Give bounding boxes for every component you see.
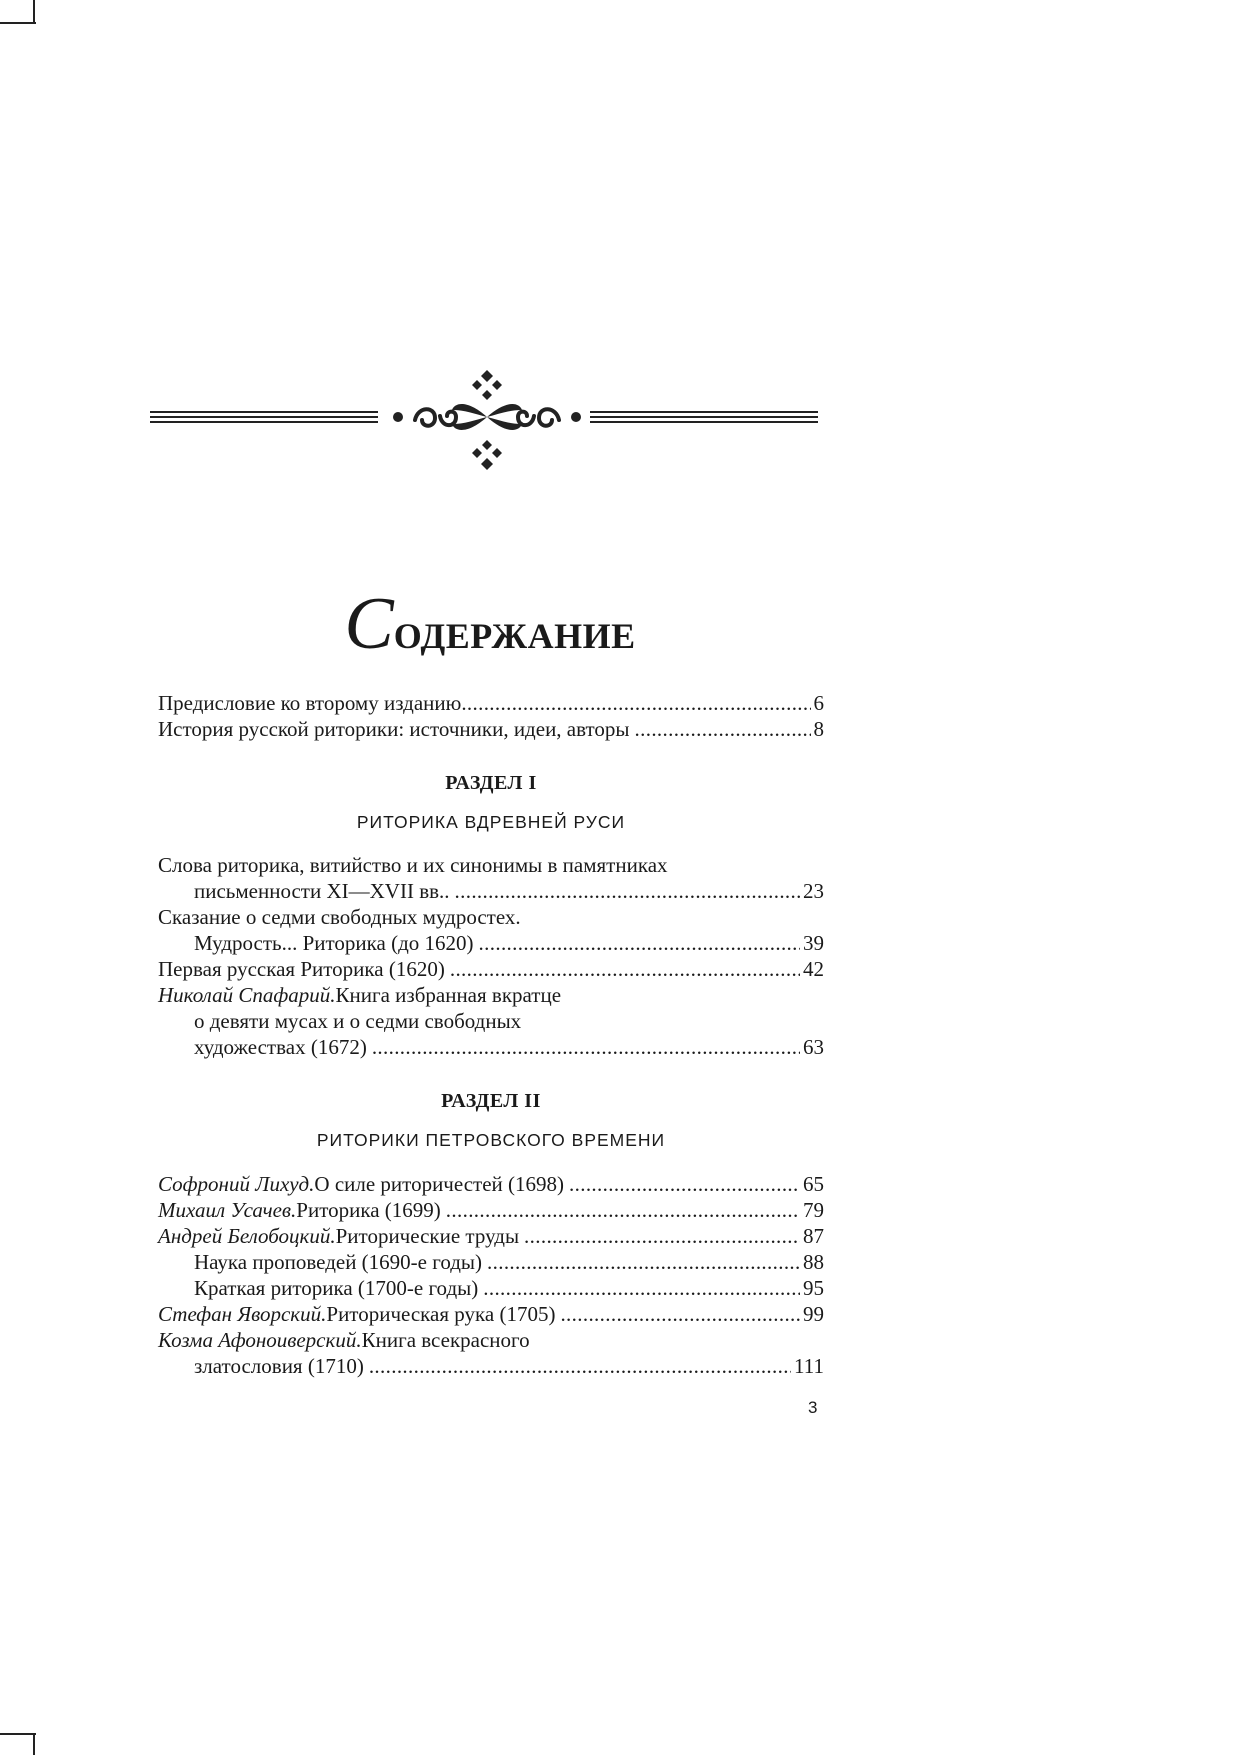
entry-page: 87 <box>803 1224 824 1248</box>
floral-ornament <box>150 370 830 470</box>
crop-mark-top-vertical <box>33 0 35 22</box>
toc-entry <box>158 716 824 742</box>
section-heading: РАЗДЕЛ I <box>445 772 537 794</box>
title-initial: С <box>344 583 394 665</box>
section-heading: РАЗДЕЛ II <box>441 1090 541 1112</box>
entry-title: Книга избранная вкратце <box>335 983 562 1007</box>
toc-entry <box>158 930 824 956</box>
entry-page: 39 <box>803 931 824 955</box>
toc-intro <box>158 690 824 742</box>
toc-entry <box>158 690 824 716</box>
entry-title: О силе риторичестей (1698) <box>314 1172 565 1196</box>
entry-page: 65 <box>803 1172 824 1196</box>
page-title <box>0 582 980 667</box>
entry-title: письменности XI—XVII вв.. <box>194 879 450 903</box>
entry-author: Андрей Белобоцкий. <box>158 1224 336 1248</box>
entry-title: художествах (1672) <box>194 1035 367 1059</box>
toc-entry <box>158 1223 824 1249</box>
entry-page: 99 <box>803 1302 824 1326</box>
entry-page: 8 <box>813 717 824 741</box>
toc-entry <box>158 1275 824 1301</box>
entry-title: Наука проповедей (1690-е годы) <box>194 1250 483 1274</box>
section-subheading: РИТОРИКИ ПЕТРОВСКОГО ВРЕМЕНИ <box>316 1130 666 1150</box>
entry-author: Михаил Усачев. <box>158 1198 297 1222</box>
entry-author: Козма Афоноиверский. <box>158 1328 362 1352</box>
crop-mark-bottom-horizontal <box>0 1733 36 1735</box>
entry-title: златословия (1710) <box>194 1354 364 1378</box>
title-rest: ОДЕРЖАНИЕ <box>393 616 636 656</box>
toc-entry <box>158 1301 824 1327</box>
entry-title: История русской риторики: источники, идеи, авторы <box>158 717 630 741</box>
toc-entry <box>158 1353 824 1379</box>
entry-title: Мудрость... Риторика (до 1620) <box>194 931 474 955</box>
entry-line: Сказание о седми свободных мудростех. <box>158 905 521 929</box>
entry-title: Риторические труды <box>335 1224 520 1248</box>
toc-entry <box>158 878 824 904</box>
entry-title: Риторика (1699) <box>296 1198 441 1222</box>
entry-line: о девяти мусах и о седми свободных <box>194 1009 522 1033</box>
entry-page: 63 <box>803 1035 824 1059</box>
entry-page: 6 <box>813 691 824 715</box>
toc-entry <box>158 1171 824 1197</box>
entry-page: 111 <box>794 1354 824 1378</box>
toc-section-1 <box>158 852 824 1060</box>
entry-page: 95 <box>803 1276 824 1300</box>
entry-page: 42 <box>803 957 824 981</box>
entry-author: Софроний Лихуд. <box>158 1172 315 1196</box>
entry-title: Книга всекрасного <box>361 1328 530 1352</box>
toc-entry <box>158 1034 824 1060</box>
entry-line <box>158 1327 824 1353</box>
toc-entry <box>158 1249 824 1275</box>
crop-mark-bottom-vertical <box>33 1733 35 1755</box>
entry-page: 79 <box>803 1198 824 1222</box>
section-subheading: РИТОРИКА ВДРЕВНЕЙ РУСИ <box>356 812 626 832</box>
entry-title: Предисловие ко второму изданию <box>158 691 462 715</box>
entry-title: Краткая риторика (1700-е годы) <box>194 1276 479 1300</box>
entry-author: Николай Спафарий. <box>158 983 336 1007</box>
page-number: 3 <box>808 1398 818 1417</box>
entry-title: Первая русская Риторика (1620) <box>158 957 445 981</box>
entry-line <box>158 982 824 1008</box>
toc-section-2 <box>158 1171 824 1379</box>
entry-page: 23 <box>803 879 824 903</box>
toc-entry <box>158 956 824 982</box>
entry-page: 88 <box>803 1250 824 1274</box>
entry-author: Стефан Яворский. <box>158 1302 327 1326</box>
entry-title: Риторическая рука (1705) <box>326 1302 556 1326</box>
crop-mark-top-horizontal <box>0 22 36 24</box>
entry-line: Слова риторика, витийство и их синонимы в памятниках <box>158 853 668 877</box>
toc-entry <box>158 1197 824 1223</box>
